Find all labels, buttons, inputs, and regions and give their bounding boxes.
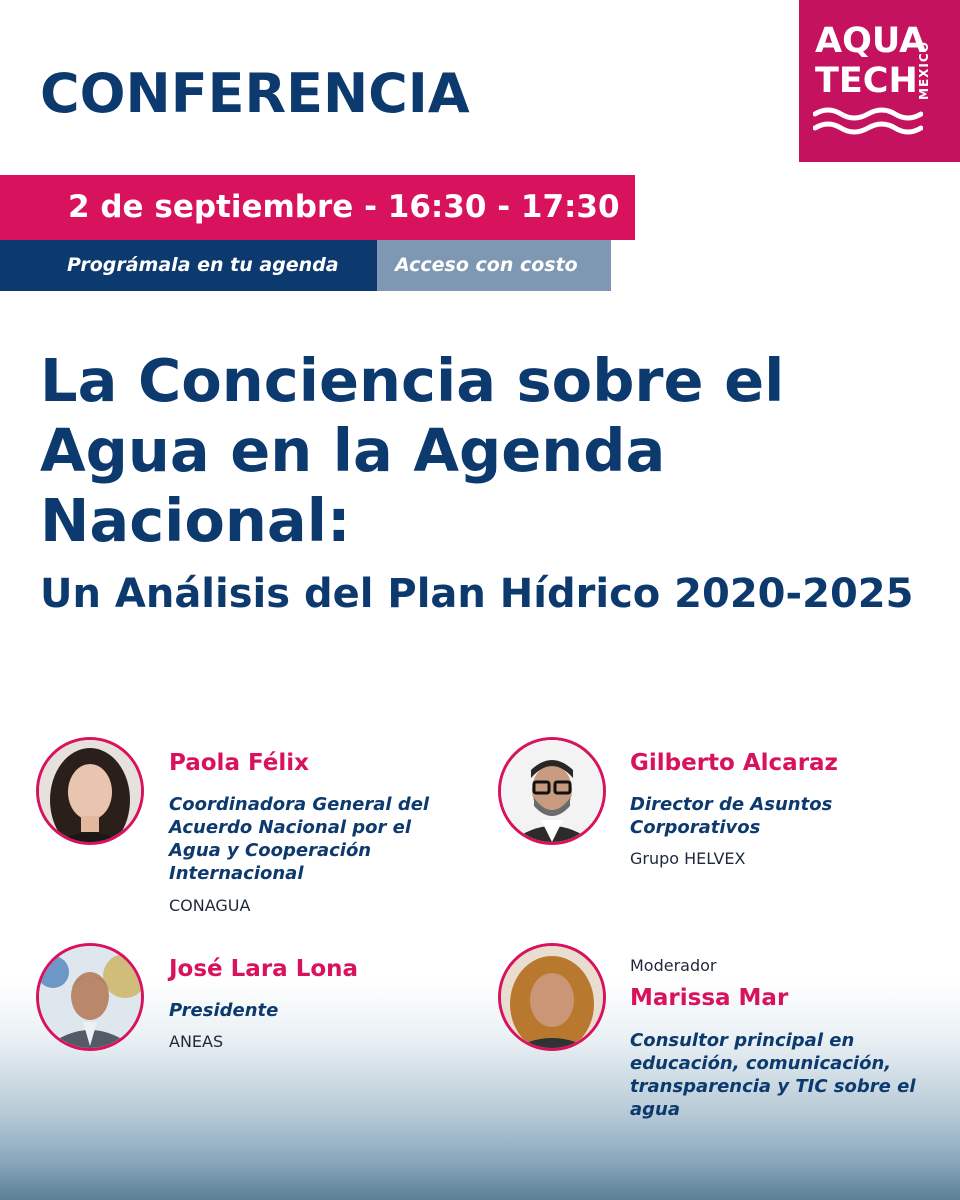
speaker-name: Paola Félix	[169, 750, 309, 776]
speaker-title: Presidente	[169, 1000, 279, 1021]
speaker-photo	[498, 737, 606, 845]
event-datetime: 2 de septiembre - 16:30 - 17:30	[0, 175, 635, 240]
speaker-title: Director de Asuntos Corporativos	[630, 794, 833, 838]
speaker-title: Coordinadora General del Acuerdo Nacional por el Agua y Cooperación Internacional	[169, 794, 430, 884]
speaker-name: José Lara Lona	[169, 956, 359, 982]
speaker-photo	[498, 943, 606, 1051]
speaker-photo	[36, 943, 144, 1051]
speaker-name: Marissa Mar	[630, 985, 789, 1011]
talk-title: La Conciencia sobre el Agua en la Agenda Nacional:	[40, 346, 785, 555]
aquatech-logo	[799, 0, 960, 162]
speaker-organization: Grupo HELVEX	[630, 849, 746, 868]
access-badge: Acceso con costo	[377, 240, 611, 291]
talk-subtitle: Un Análisis del Plan Hídrico 2020-2025	[40, 571, 914, 617]
logo-text-tech: TECH	[815, 61, 918, 101]
speaker-name: Gilberto Alcaraz	[630, 750, 838, 776]
add-to-agenda-button[interactable]: Prográmala en tu agenda	[0, 240, 377, 291]
logo-text-country: MEXICO	[917, 41, 931, 100]
speaker-organization: ANEAS	[169, 1032, 224, 1051]
moderator-label: Moderador	[630, 956, 717, 975]
event-type-heading: CONFERENCIA	[40, 62, 470, 125]
logo-text-aqua: AQUA	[815, 21, 927, 61]
speaker-organization: CONAGUA	[169, 896, 251, 915]
speaker-title: Consultor principal en educación, comunicación, transparencia y TIC sobre el agua	[630, 1030, 916, 1120]
waves-icon	[813, 104, 923, 138]
speaker-photo	[36, 737, 144, 845]
